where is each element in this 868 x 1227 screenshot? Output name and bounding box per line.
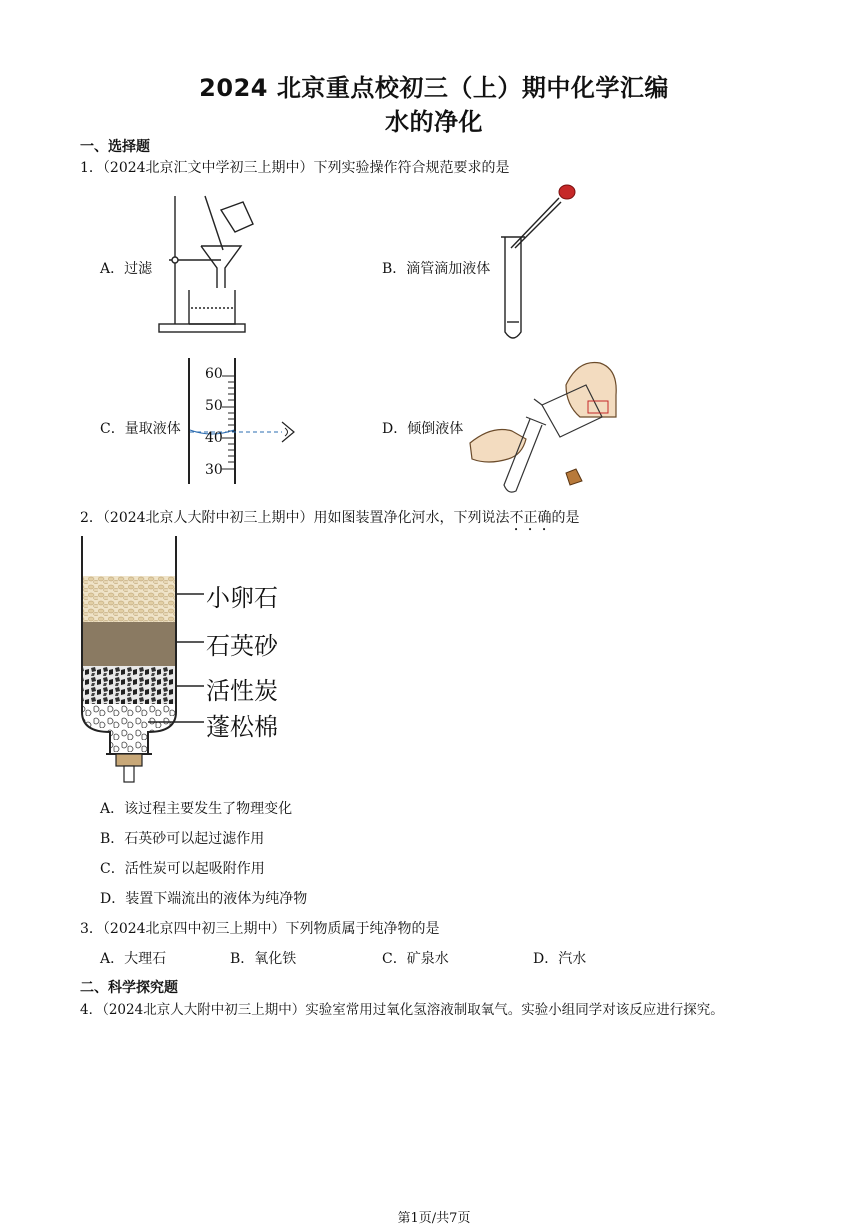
option-text: 石英砂可以起过滤作用 xyxy=(124,831,265,847)
option-letter: B． xyxy=(230,951,255,967)
option-d xyxy=(100,888,307,908)
option-d xyxy=(382,418,463,438)
option-letter: D． xyxy=(382,421,408,437)
section-heading: 一、选择题 xyxy=(80,139,150,155)
page-number: 第1页/共7页 xyxy=(397,1211,471,1226)
option-letter: D． xyxy=(533,951,559,967)
question-stem: 1．（2024北京汇文中学初三上期中）下列实验操作符合规范要求的是 xyxy=(80,160,510,176)
layer-label-cotton: 蓬松棉 xyxy=(206,713,278,741)
filtration-figure xyxy=(155,188,265,338)
option-text: 该过程主要发生了物理变化 xyxy=(124,801,293,817)
section-heading: 二、科学探究题 xyxy=(80,980,178,996)
page-title: 2024 北京重点校初三（上）期中化学汇编 xyxy=(199,74,669,102)
layer-label-pebble: 小卵石 xyxy=(206,584,278,612)
question-stem xyxy=(80,507,580,534)
option-letter: A． xyxy=(100,261,125,277)
option-letter: C． xyxy=(382,951,407,967)
stem-emphasis: 不正确 xyxy=(509,510,552,526)
option-c xyxy=(100,858,265,878)
dropper-figure xyxy=(495,182,585,347)
option-a xyxy=(100,258,152,278)
option-text: 活性炭可以起吸附作用 xyxy=(124,861,265,877)
option-text: 汽水 xyxy=(558,951,587,967)
pouring-figure xyxy=(468,355,628,495)
option-letter: A． xyxy=(100,951,125,967)
option-b xyxy=(100,828,264,848)
stem-text: 的是 xyxy=(551,510,580,526)
stem-text: 2．（2024北京人大附中初三上期中）用如图装置净化河水，下列说法 xyxy=(80,510,510,526)
option-text: 量取液体 xyxy=(124,421,181,437)
option-letter: C． xyxy=(100,861,125,877)
option-a xyxy=(100,948,166,968)
option-c xyxy=(382,948,449,968)
tick-label: 40 xyxy=(205,430,223,446)
water-filter-figure xyxy=(78,536,318,786)
page-subtitle: 水的净化 xyxy=(385,108,483,136)
option-b xyxy=(382,258,490,278)
option-text: 装置下端流出的液体为纯净物 xyxy=(125,891,308,907)
layer-label-carbon: 活性炭 xyxy=(206,677,278,705)
option-letter: B． xyxy=(382,261,407,277)
tick-label: 50 xyxy=(205,398,223,414)
tick-label: 60 xyxy=(205,366,223,382)
question-stem: 3．（2024北京四中初三上期中）下列物质属于纯净物的是 xyxy=(80,921,440,937)
option-a xyxy=(100,798,292,818)
option-text: 过滤 xyxy=(124,261,153,277)
option-c xyxy=(100,418,181,438)
option-letter: A． xyxy=(100,801,125,817)
option-text: 大理石 xyxy=(124,951,167,967)
option-letter: D． xyxy=(100,891,126,907)
layer-label-quartz: 石英砂 xyxy=(206,632,278,660)
option-b xyxy=(230,948,296,968)
option-text: 氧化铁 xyxy=(254,951,297,967)
option-text: 滴管滴加液体 xyxy=(406,261,491,277)
question-stem: 4．（2024北京人大附中初三上期中）实验室常用过氧化氢溶液制取氧气。实验小组同学对该反应进行探究。 xyxy=(80,1002,724,1018)
option-d xyxy=(533,948,586,968)
option-letter: C． xyxy=(100,421,125,437)
option-text: 矿泉水 xyxy=(406,951,449,967)
option-text: 倾倒液体 xyxy=(407,421,464,437)
tick-label: 30 xyxy=(205,462,223,478)
option-letter: B． xyxy=(100,831,125,847)
